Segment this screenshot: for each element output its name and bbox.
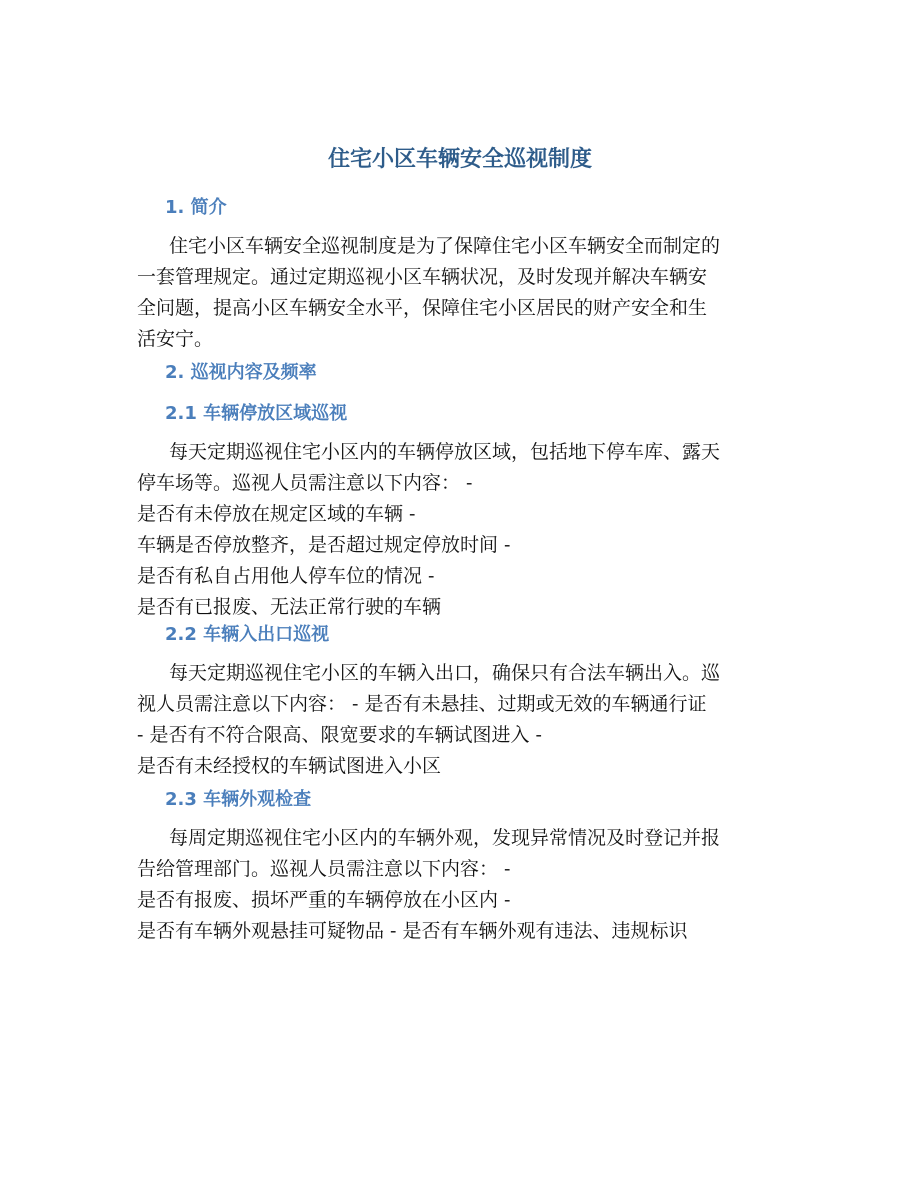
section-heading-exterior-check: 2.3 车辆外观检查 [165,789,312,810]
section-paragraph-intro [137,231,787,355]
paragraph-line: 视人员需注意以下内容： - 是否有未悬挂、过期或无效的车辆通行证 [137,693,707,715]
paragraph-line: 每天定期巡视住宅小区的车辆入出口，确保只有合法车辆出入。巡 [169,662,721,684]
section-heading-entrance-exit: 2.2 车辆入出口巡视 [165,624,330,645]
paragraph-line: 一套管理规定。通过定期巡视小区车辆状况，及时发现并解决车辆安 [137,266,708,288]
section-heading-parking-area: 2.1 车辆停放区域巡视 [165,403,348,424]
paragraph-line: 是否有未经授权的车辆试图进入小区 [137,755,442,777]
paragraph-line: 停车场等。巡视人员需注意以下内容： - [137,472,473,494]
paragraph-line: 住宅小区车辆安全巡视制度是为了保障住宅小区车辆安全而制定的 [169,235,721,257]
paragraph-line: 每天定期巡视住宅小区内的车辆停放区域，包括地下停车库、露天 [169,441,721,463]
page-title: 住宅小区车辆安全巡视制度 [327,147,592,172]
paragraph-line: 是否有未停放在规定区域的车辆 - [137,503,416,525]
paragraph-line: - 是否有不符合限高、限宽要求的车辆试图进入 - [137,724,542,746]
paragraph-line: 车辆是否停放整齐，是否超过规定停放时间 - [137,534,511,556]
paragraph-line: 活安宁。 [137,328,214,350]
paragraph-line: 每周定期巡视住宅小区内的车辆外观，发现异常情况及时登记并报 [169,827,721,849]
paragraph-line: 是否有私自占用他人停车位的情况 - [137,565,435,587]
paragraph-line: 全问题，提高小区车辆安全水平，保障住宅小区居民的财产安全和生 [137,297,708,319]
section-paragraph-parking-area [137,437,787,623]
section-heading-intro: 1. 简介 [165,197,227,218]
paragraph-line: 告给管理部门。巡视人员需注意以下内容： - [137,858,511,880]
paragraph-line: 是否有报废、损坏严重的车辆停放在小区内 - [137,889,511,911]
paragraph-line: 是否有车辆外观悬挂可疑物品 - 是否有车辆外观有违法、违规标识 [137,920,688,942]
section-heading-content-frequency: 2. 巡视内容及频率 [165,362,317,383]
section-paragraph-exterior-check [137,823,787,947]
paragraph-line: 是否有已报废、无法正常行驶的车辆 [137,596,442,618]
section-paragraph-entrance-exit [137,658,787,782]
